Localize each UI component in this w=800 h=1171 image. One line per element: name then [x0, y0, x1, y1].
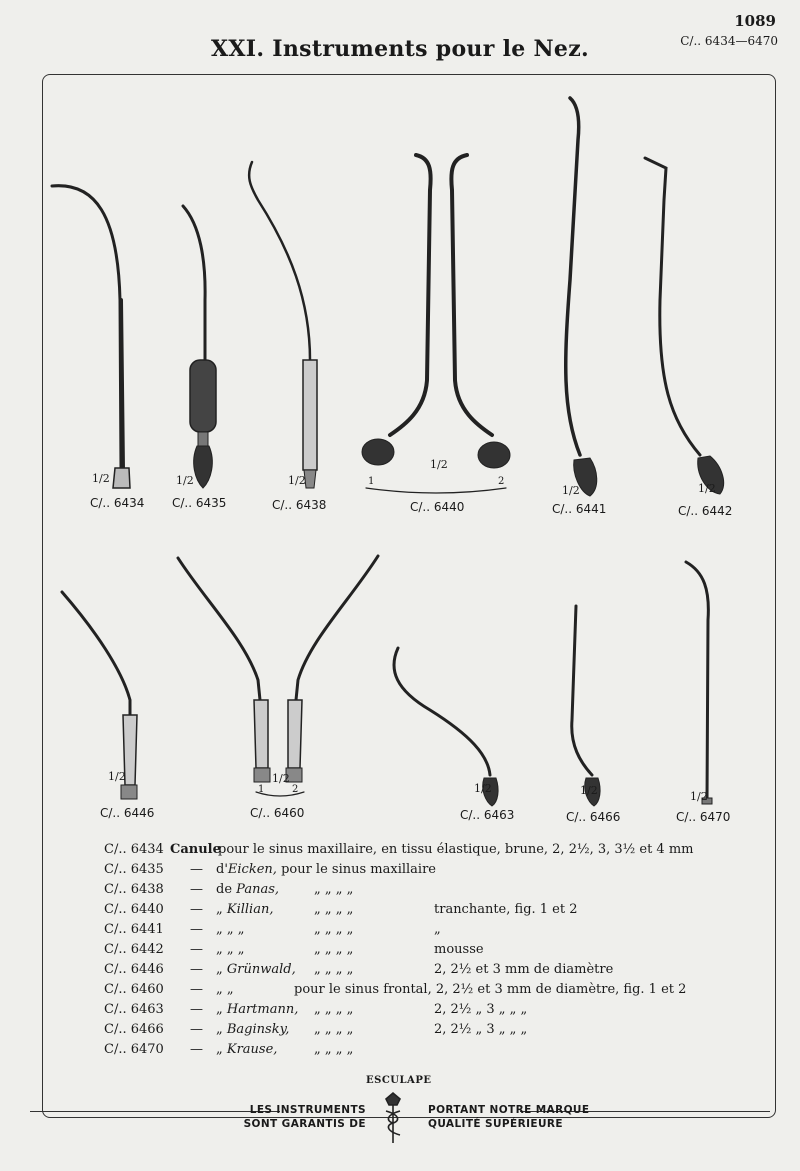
row-ditto: „ „ „ „ [314, 1042, 354, 1057]
row-spec: pour le sinus maxillaire, en tissu élastique, brune, 2, 2½, 3, 3½ et 4 mm [218, 842, 694, 857]
row-name: „ „ „ [216, 922, 245, 937]
fig-6460-2: 2 [292, 784, 299, 795]
description-row [104, 1000, 744, 1020]
row-name: „ Killian, [216, 902, 274, 917]
description-row [104, 880, 744, 900]
row-code: C/.. 6441 [104, 922, 164, 937]
description-row [104, 840, 744, 860]
instrument-6441-illustration [566, 98, 597, 496]
row-code: C/.. 6463 [104, 1002, 164, 1017]
scale-6440: 1/2 [430, 458, 448, 471]
row-ditto: „ „ „ „ [314, 902, 354, 917]
figure-label-6442: C/.. 6442 [678, 504, 733, 518]
row-dash: — [190, 882, 203, 897]
description-row [104, 960, 744, 980]
scale-6435: 1/2 [176, 474, 194, 487]
figure-label-6460: C/.. 6460 [250, 806, 305, 820]
row-code: C/.. 6460 [104, 982, 164, 997]
row-name: „ Grünwald, [216, 962, 296, 977]
row-name: de Panas, [216, 882, 279, 897]
row-ditto: „ „ „ „ [314, 1002, 354, 1017]
instrument-6435-illustration [183, 206, 216, 488]
figure-label-6463: C/.. 6463 [460, 808, 515, 822]
row-dash: — [190, 942, 203, 957]
scale-6434: 1/2 [92, 472, 110, 485]
scale-6460: 1/2 [272, 772, 290, 785]
description-row [104, 940, 744, 960]
row-spec: tranchante, fig. 1 et 2 [434, 902, 578, 917]
footer-left-line-1: LES INSTRUMENTS [249, 1104, 366, 1116]
row-name: „ „ „ [216, 942, 245, 957]
instrument-6446-illustration [62, 592, 137, 799]
row-name: „ Hartmann, [216, 1002, 299, 1017]
figure-label-6446: C/.. 6446 [100, 806, 155, 820]
row-dash: — [190, 922, 203, 937]
footer-right-line-1: PORTANT NOTRE MARQUE [428, 1104, 590, 1116]
row-spec: mousse [434, 942, 484, 957]
page-title: XXI. Instruments pour le Nez. [211, 36, 589, 62]
fig-6440-1: 1 [368, 476, 375, 487]
row-name: „ Krause, [216, 1042, 278, 1057]
row-name: „ „ [216, 982, 234, 997]
row-dash: — [190, 1002, 203, 1017]
fig-6460-1: 1 [258, 784, 265, 795]
row-code: C/.. 6470 [104, 1042, 164, 1057]
row-name: d'Eicken, pour le sinus maxillaire [216, 862, 436, 877]
caduceus-emblem-icon [378, 1089, 408, 1145]
row-spec: 2, 2½ „ 3 „ „ „ [434, 1022, 528, 1037]
figure-label-6434: C/.. 6434 [90, 496, 145, 510]
scale-6441: 1/2 [562, 484, 580, 497]
row-name: „ Baginsky, [216, 1022, 290, 1037]
row-dash: — [190, 902, 203, 917]
row-ditto: „ „ „ „ [314, 882, 354, 897]
description-row [104, 860, 744, 880]
footer-trademark [0, 1075, 800, 1135]
scale-6442: 1/2 [698, 482, 716, 495]
figure-label-6438: C/.. 6438 [272, 498, 327, 512]
row-ditto: „ „ „ „ [314, 962, 354, 977]
page-reference-range: C/.. 6434—6470 [680, 34, 778, 48]
description-row [104, 1040, 744, 1060]
row-code: C/.. 6435 [104, 862, 164, 877]
footer-right-line-2: QUALITÉ SUPÉRIEURE [428, 1118, 563, 1130]
description-row [104, 980, 744, 1000]
scale-6466: 1/2 [580, 784, 598, 797]
figure-label-6466: C/.. 6466 [566, 810, 621, 824]
page-number: 1089 [734, 12, 776, 30]
row-dash: — [190, 962, 203, 977]
figure-label-6440: C/.. 6440 [410, 500, 465, 514]
row-ditto: „ „ „ „ [314, 922, 354, 937]
row-ditto: „ „ „ „ [314, 942, 354, 957]
brand-name: ESCULAPE [366, 1075, 432, 1086]
row-code: C/.. 6466 [104, 1022, 164, 1037]
row-ditto: „ „ „ „ [314, 1022, 354, 1037]
figure-label-6441: C/.. 6441 [552, 502, 607, 516]
row-dash: — [190, 862, 203, 877]
instrument-6442-illustration [645, 158, 724, 494]
row-spec: 2, 2½ et 3 mm de diamètre [434, 962, 614, 977]
row-code: C/.. 6446 [104, 962, 164, 977]
instrument-6466-illustration [572, 606, 600, 806]
row-name: Canule [170, 842, 221, 857]
description-list [104, 840, 744, 1060]
scale-6438: 1/2 [288, 474, 306, 487]
description-row [104, 900, 744, 920]
figure-label-6470: C/.. 6470 [676, 810, 731, 824]
row-code: C/.. 6438 [104, 882, 164, 897]
instrument-6434-illustration [52, 186, 130, 488]
row-spec: „ [434, 922, 441, 937]
scale-6470: 1/2 [690, 790, 708, 803]
description-row [104, 1020, 744, 1040]
footer-rule-left [30, 1111, 280, 1112]
scale-6446: 1/2 [108, 770, 126, 783]
scale-6463: 1/2 [474, 782, 492, 795]
figure-label-6435: C/.. 6435 [172, 496, 227, 510]
row-spec: pour le sinus frontal, 2, 2½ et 3 mm de diamètre, fig. 1 et 2 [294, 982, 687, 997]
row-spec: 2, 2½ „ 3 „ „ „ [434, 1002, 528, 1017]
row-dash: — [190, 1042, 203, 1057]
instrument-6438-illustration [249, 162, 317, 488]
fig-6440-2: 2 [498, 476, 505, 487]
row-code: C/.. 6442 [104, 942, 164, 957]
instrument-6470-illustration [686, 562, 712, 804]
instrument-6460-illustration [178, 556, 378, 796]
row-dash: — [190, 982, 203, 997]
footer-left-line-2: SONT GARANTIS DE [243, 1118, 366, 1130]
row-code: C/.. 6440 [104, 902, 164, 917]
instrument-6440-illustration [362, 155, 510, 493]
description-row [104, 920, 744, 940]
row-dash: — [190, 1022, 203, 1037]
row-code: C/.. 6434 [104, 842, 164, 857]
